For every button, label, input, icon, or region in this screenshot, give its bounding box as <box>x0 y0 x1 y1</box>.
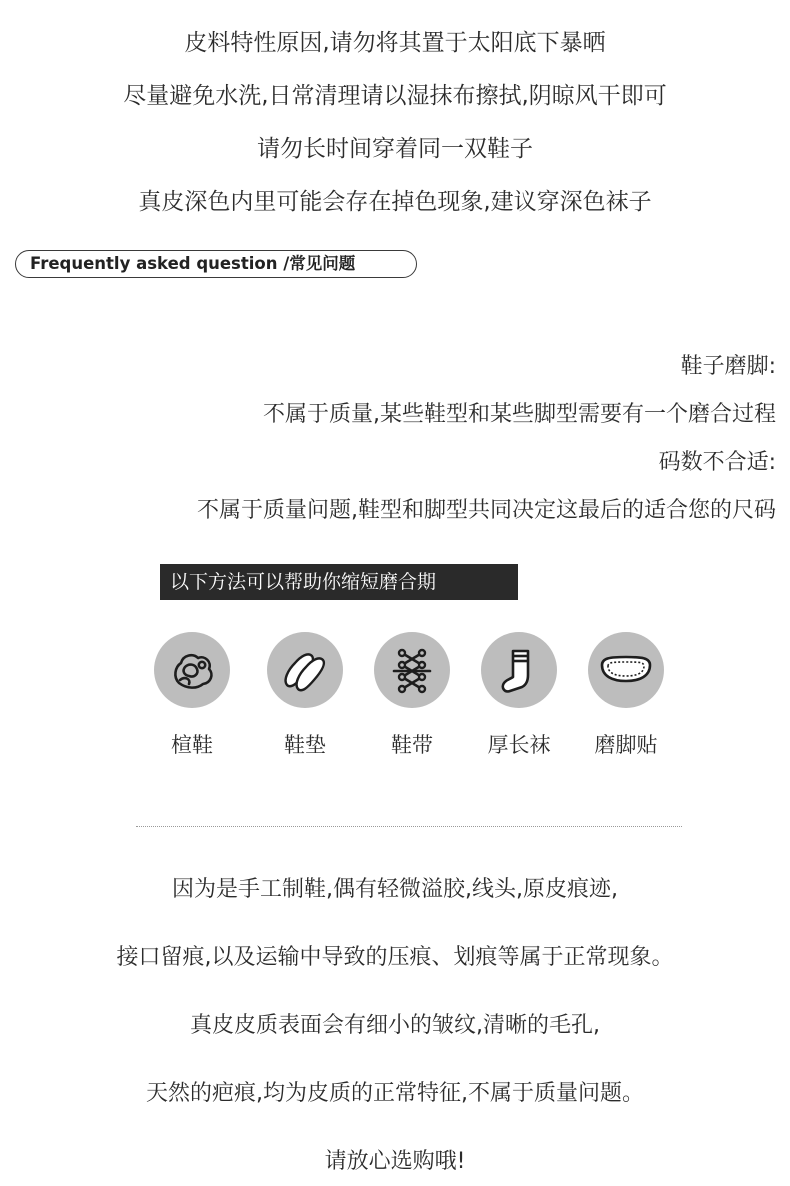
method-label: 鞋带 <box>391 733 433 757</box>
dotted-divider <box>136 826 682 827</box>
shoe-stretcher-icon <box>154 632 230 708</box>
note-line-3: 真皮皮质表面会有细小的皱纹,清晰的毛孔, <box>190 1013 600 1038</box>
method-heel-pad <box>586 632 666 758</box>
note-line-2: 接口留痕,以及运输中导致的压痕、划痕等属于正常现象。 <box>116 945 674 970</box>
method-shoelace <box>372 632 452 758</box>
shoelace-icon <box>374 632 450 708</box>
method-shoe-stretcher <box>152 632 232 758</box>
sock-icon <box>481 632 557 708</box>
insole-icon <box>267 632 343 708</box>
method-label: 鞋垫 <box>284 733 326 757</box>
care-instruction-3: 请勿长时间穿着同一双鞋子 <box>257 136 533 162</box>
note-line-5: 请放心选购哦! <box>324 1149 466 1174</box>
heel-pad-icon <box>588 632 664 708</box>
method-label: 磨脚贴 <box>594 733 658 757</box>
faq-question-rubbing: 鞋子磨脚: <box>680 354 776 379</box>
faq-answer-rubbing: 不属于质量,某些鞋型和某些脚型需要有一个磨合过程 <box>263 402 776 427</box>
method-insole <box>265 632 345 758</box>
methods-banner: 以下方法可以帮助你缩短磨合期 <box>160 564 518 600</box>
faq-answer-size: 不属于质量问题,鞋型和脚型共同决定这最后的适合您的尺码 <box>197 498 776 523</box>
care-instruction-2: 尽量避免水洗,日常清理请以湿抹布擦拭,阴晾风干即可 <box>123 83 667 109</box>
faq-question-size: 码数不合适: <box>658 450 776 475</box>
care-instruction-4: 真皮深色内里可能会存在掉色现象,建议穿深色袜子 <box>138 189 652 215</box>
note-line-4: 天然的疤痕,均为皮质的正常特征,不属于质量问题。 <box>146 1081 644 1106</box>
method-label: 厚长袜 <box>487 733 551 757</box>
care-instruction-1: 皮料特性原因,请勿将其置于太阳底下暴晒 <box>184 30 606 56</box>
method-thick-sock <box>479 632 559 758</box>
faq-heading: Frequently asked question /常见问题 <box>15 250 417 278</box>
note-line-1: 因为是手工制鞋,偶有轻微溢胶,线头,原皮痕迹, <box>172 877 618 902</box>
method-label: 楦鞋 <box>171 733 213 757</box>
